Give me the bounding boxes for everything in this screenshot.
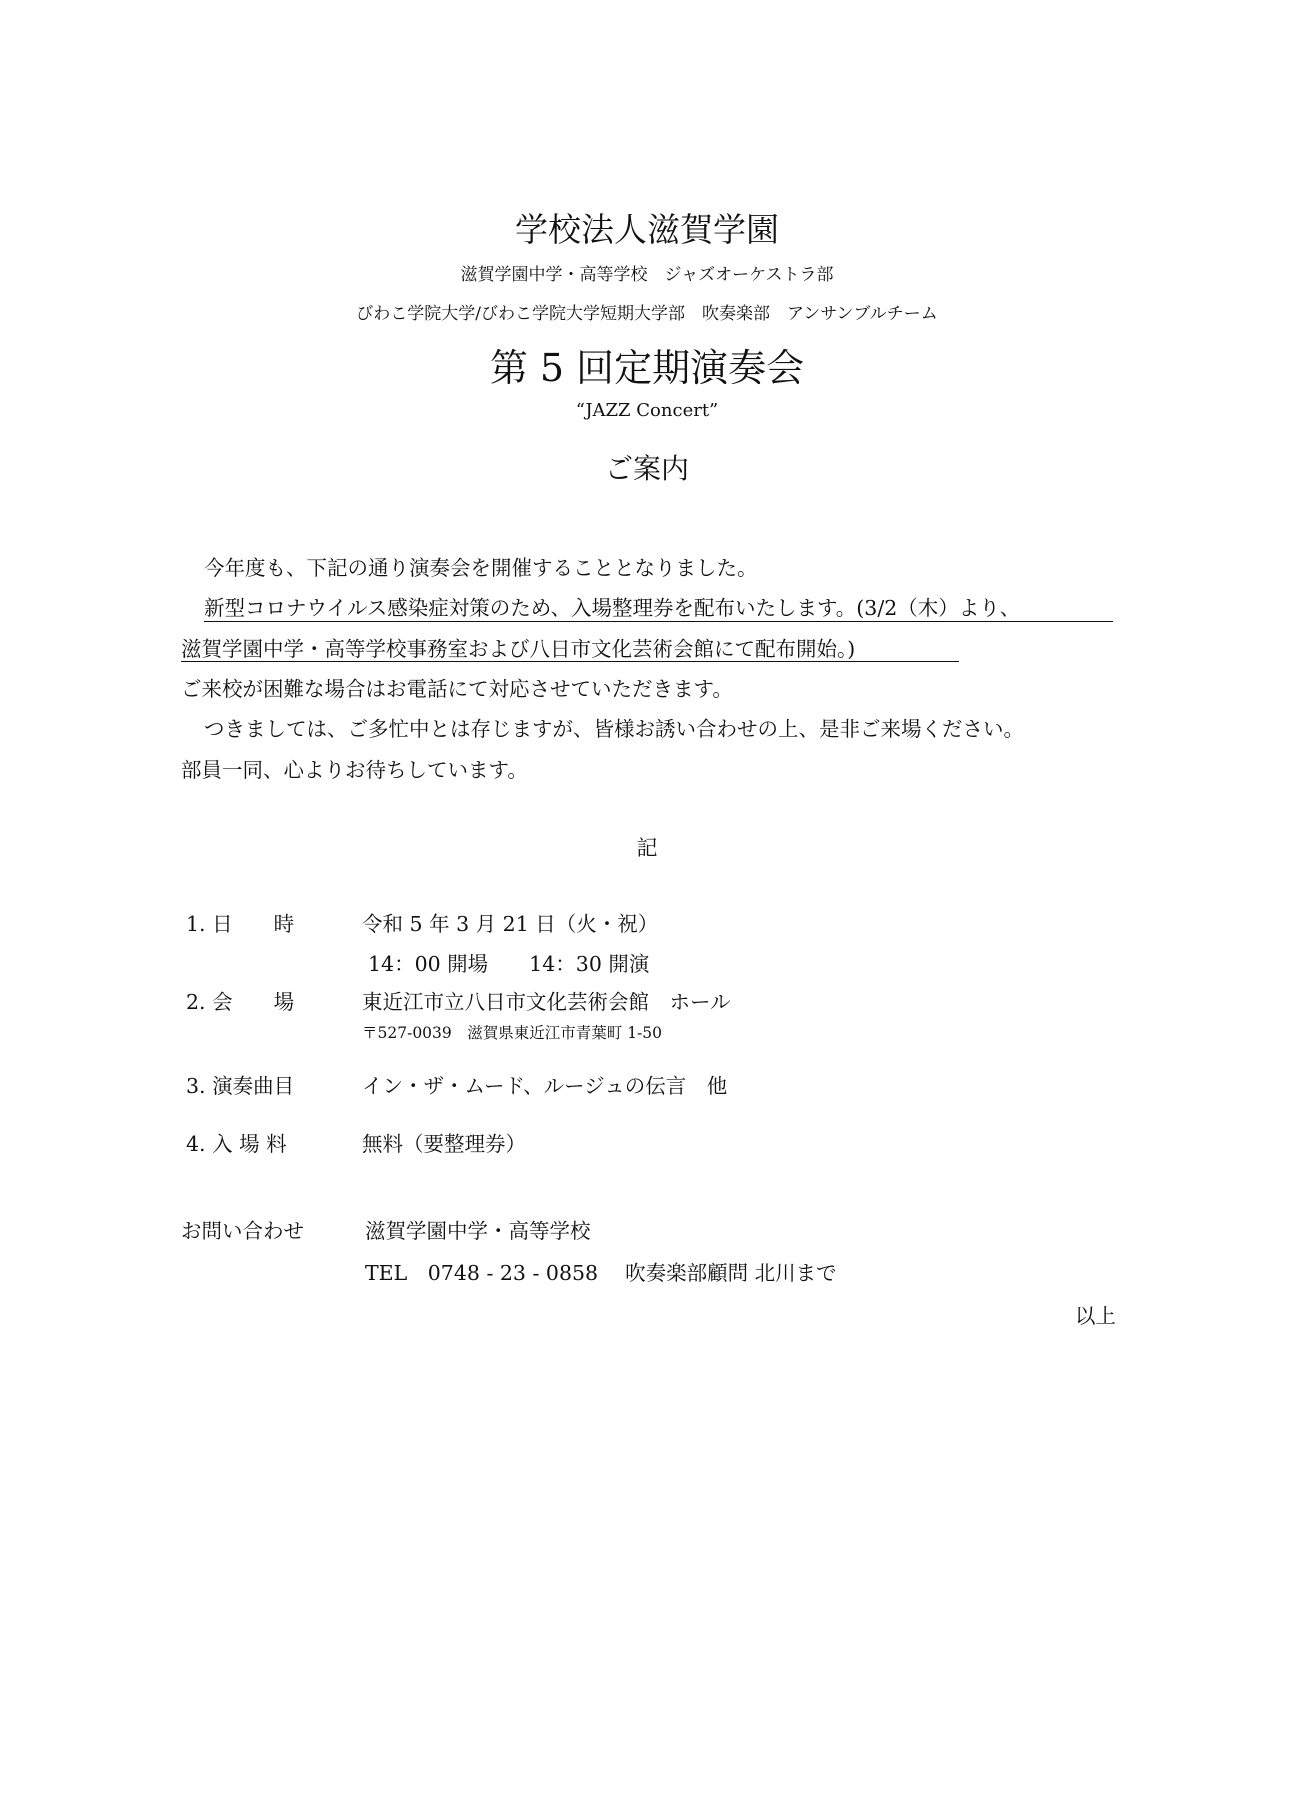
- time-value: 14：00 開場 14：30 開演: [368, 952, 650, 976]
- body-paragraph-1: 今年度も、下記の通り演奏会を開催することとなりました。: [204, 556, 758, 580]
- program-value: イン・ザ・ムード、ルージュの伝言 他: [362, 1074, 728, 1098]
- body-paragraph-2: 新型コロナウイルス感染症対策のため、入場整理券を配布いたします。(3/2（木）より、: [204, 596, 1021, 620]
- fee-value: 無料（要整理券）: [362, 1132, 526, 1156]
- sub-heading-university: びわこ学院大学/びわこ学院大学短期大学部 吹奏楽部 アンサンブルチーム: [356, 304, 938, 324]
- sub-heading-school: 滋賀学園中学・高等学校 ジャズオーケストラ部: [460, 265, 834, 285]
- venue-value: 東近江市立八日市文化芸術会館 ホール: [362, 990, 731, 1014]
- underline: [204, 621, 1113, 622]
- inquiry-label: お問い合わせ: [181, 1219, 304, 1243]
- body-paragraph-5: つきましては、ご多忙中とは存じますが、皆様お誘い合わせの上、是非ご来場ください。: [204, 717, 1024, 741]
- venue-label: 2. 会 場: [186, 990, 295, 1014]
- body-paragraph-6: 部員一同、心よりお待ちしています。: [181, 758, 528, 782]
- body-paragraph-3: 滋賀学園中学・高等学校事務室および八日市文化芸術会館にて配布開始。): [181, 637, 856, 661]
- inquiry-school: 滋賀学園中学・高等学校: [365, 1219, 591, 1243]
- body-paragraph-4: ご来校が困難な場合はお電話にて対応させていただきます。: [181, 677, 733, 701]
- notice-heading: ご案内: [604, 452, 689, 485]
- fee-label: 4. 入 場 料: [186, 1132, 287, 1156]
- inquiry-tel: TEL 0748 - 23 - 0858 吹奏楽部顧問 北川まで: [365, 1261, 837, 1285]
- date-label: 1. 日 時: [186, 912, 295, 936]
- date-value: 令和 5 年 3 月 21 日（火・祝）: [362, 912, 659, 936]
- ki-marker: 記: [636, 836, 658, 860]
- closing-mark: 以上: [1075, 1304, 1116, 1328]
- underline: [181, 661, 959, 662]
- concert-subtitle: “JAZZ Concert”: [575, 400, 719, 421]
- program-label: 3. 演奏曲目: [186, 1074, 295, 1098]
- organization-name: 学校法人滋賀学園: [515, 210, 779, 249]
- concert-title: 第 5 回定期演奏会: [489, 346, 805, 390]
- venue-address: 〒527-0039 滋賀県東近江市青葉町 1-50: [362, 1024, 663, 1042]
